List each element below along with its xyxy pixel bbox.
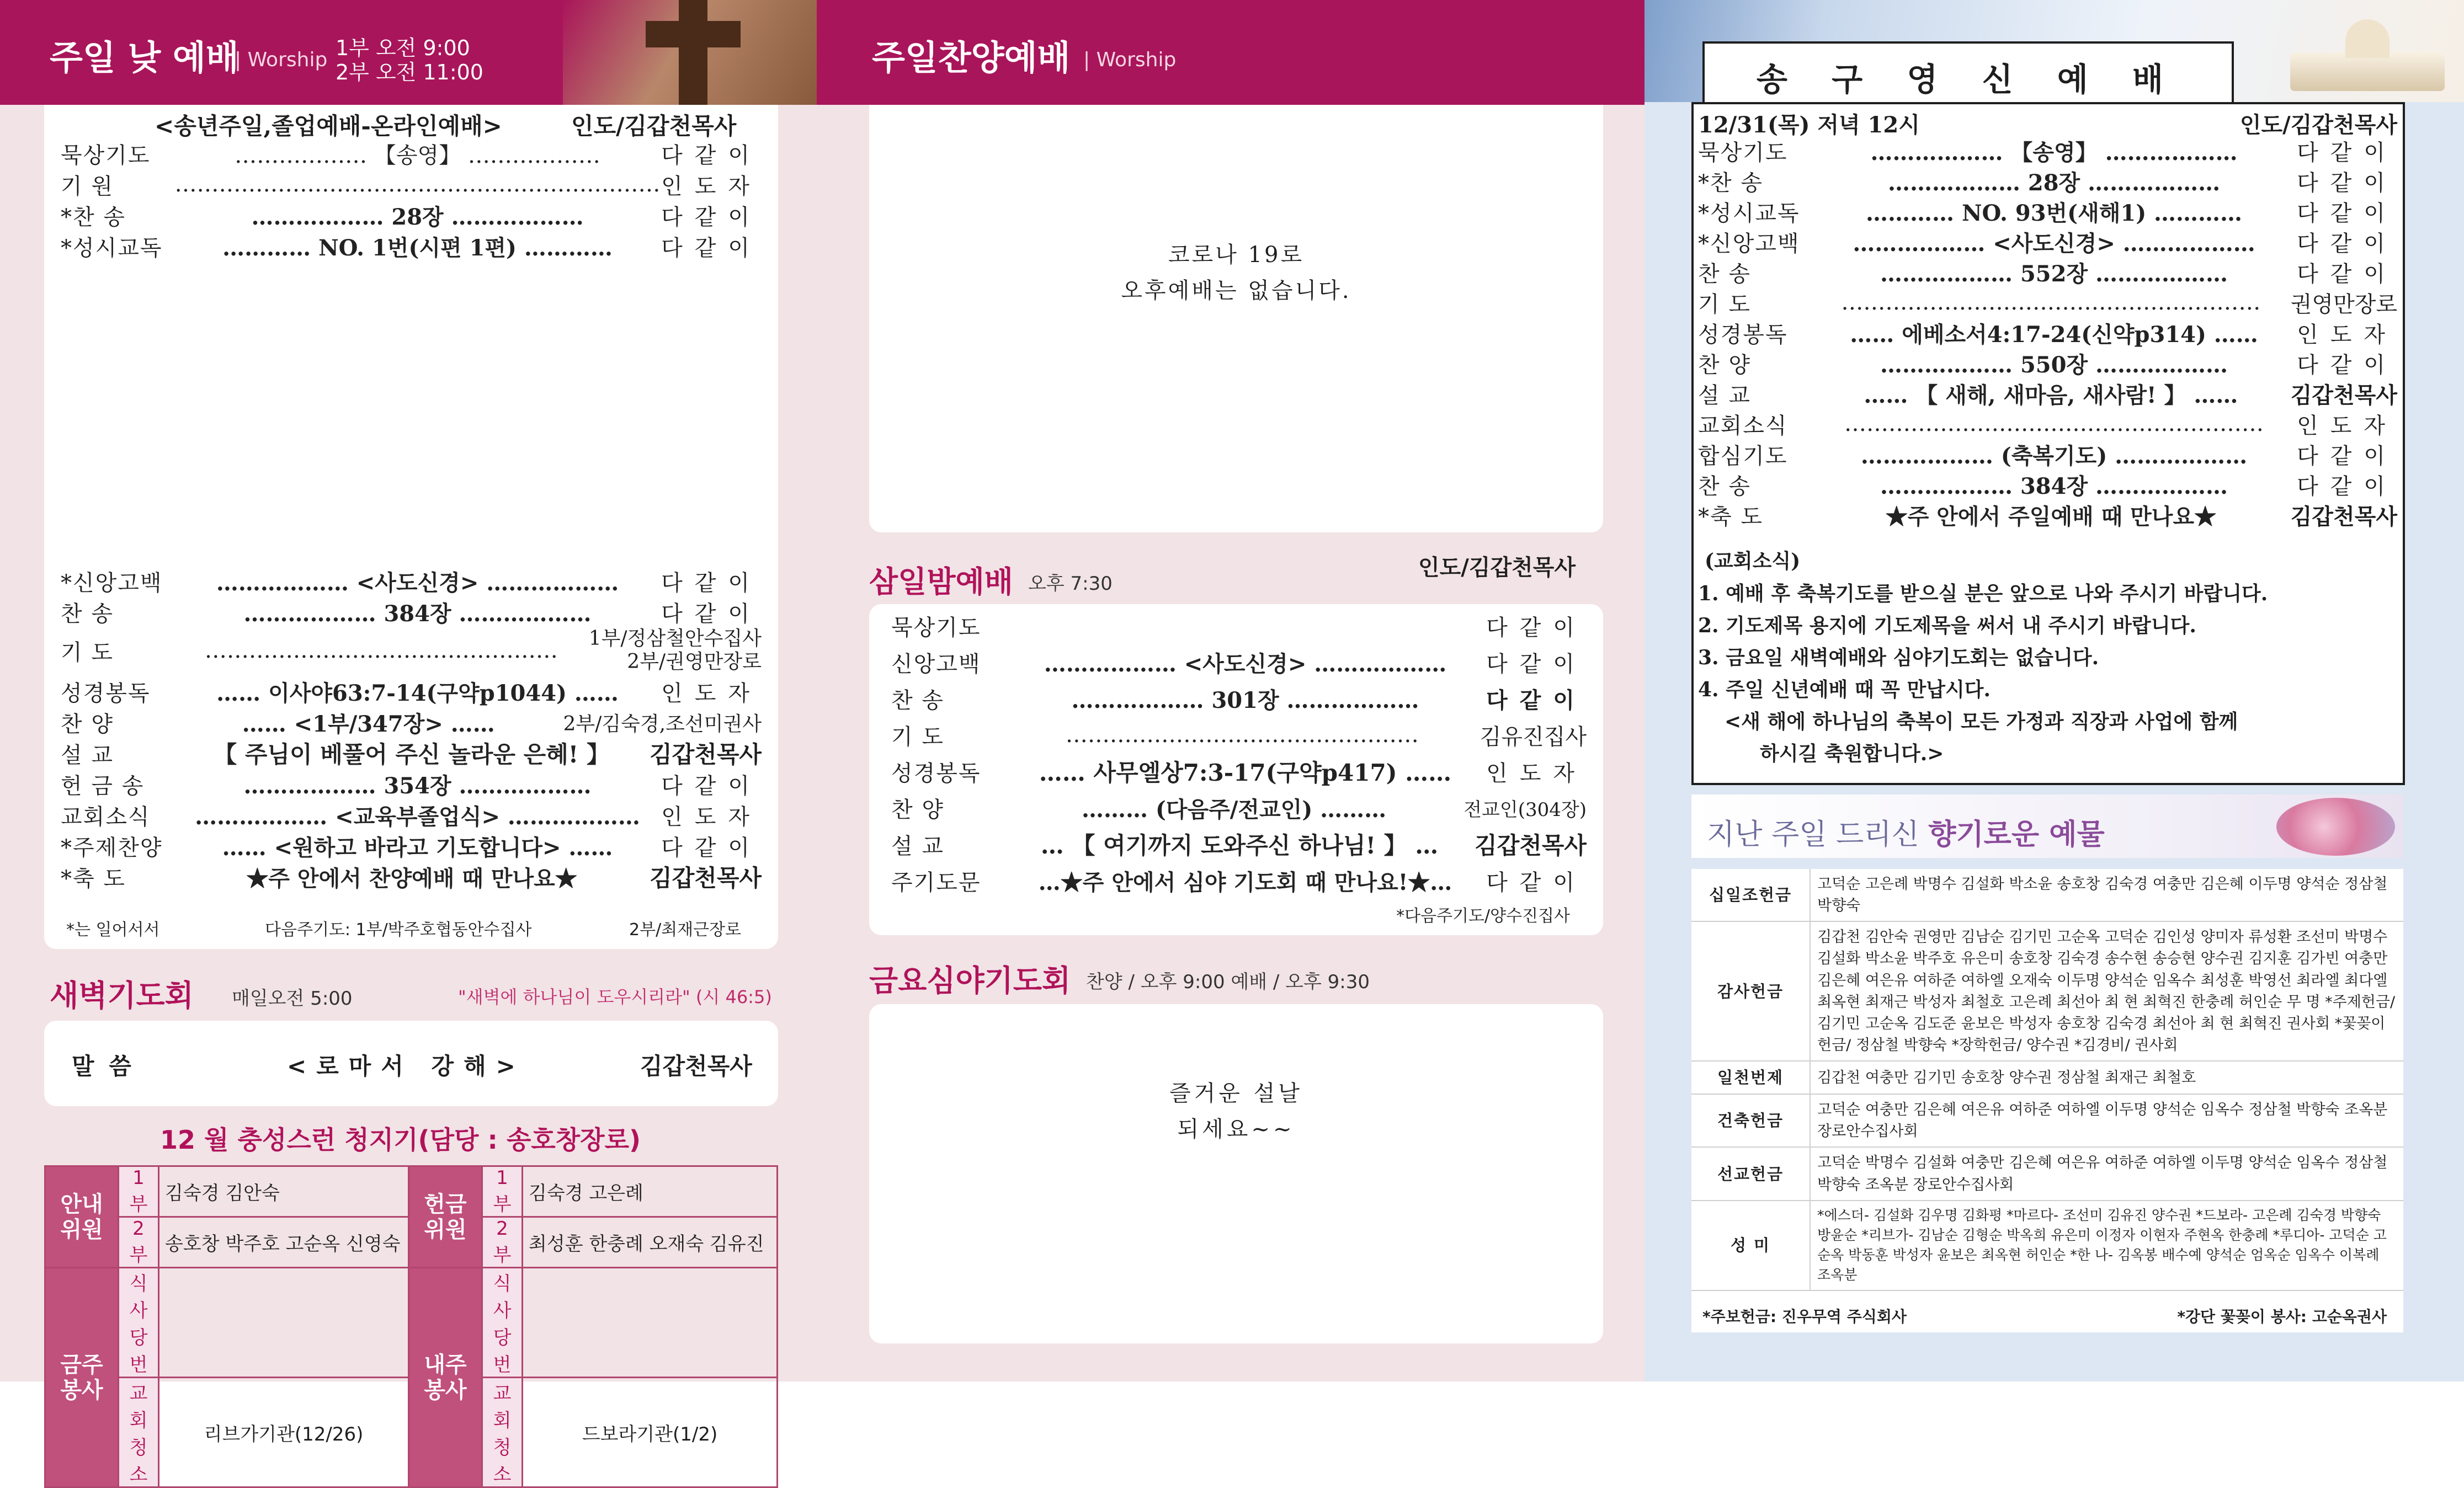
dawn-leader: 김갑천목사	[640, 1053, 752, 1080]
duty-sub: 1부	[482, 1166, 523, 1217]
order-label: 찬 송	[1698, 473, 1751, 499]
flower-image	[2276, 798, 2395, 856]
order-row	[61, 200, 762, 231]
steward-title: 12 월 충성스런 청지기(담당 : 송호창장로)	[160, 1125, 641, 1155]
header-tag: | Worship	[235, 49, 328, 71]
order-row	[891, 753, 1587, 790]
order-label: 찬 송	[891, 687, 944, 713]
order-label: *신앙고백	[1698, 231, 1800, 257]
order-row	[1698, 226, 2397, 257]
order-row	[61, 566, 762, 596]
order-label: 찬 송	[1698, 261, 1751, 287]
offering-title-a: 지난 주일 드리신	[1707, 818, 1929, 851]
order-row	[891, 826, 1587, 862]
header-time-1: 1부 오전 9:00	[336, 36, 470, 60]
order-label: *찬 송	[61, 204, 126, 230]
order-label: 설 교	[1698, 382, 1751, 408]
header-title: 주일 낮 예배	[50, 38, 239, 78]
friday-time: 찬양 / 오후 9:00 예배 / 오후 9:30	[1086, 971, 1370, 993]
order-content: ………… NO. 93번(새해1) …………	[1866, 200, 2243, 226]
duty-row	[45, 1166, 778, 1217]
wednesday-panel	[869, 604, 1603, 935]
new-year-panel	[1691, 102, 2405, 785]
order-who: 김갑천목사	[2290, 382, 2397, 408]
order-content: ……………… <사도신경> ………………	[1044, 650, 1447, 677]
order-label: 기 도	[1698, 291, 1751, 317]
cross-horizontal	[646, 21, 741, 47]
news-list	[1698, 578, 2268, 770]
duty-value	[159, 1268, 409, 1378]
offering-names: 고덕순 여충만 김은혜 여은유 여하준 여하엘 이두명 양석순 임옥수 정삼철 박향숙 조옥분 장로안수집사회	[1810, 1094, 2403, 1147]
offering-title	[1707, 811, 2105, 852]
order-who: 다같이	[2297, 140, 2397, 166]
order-who: 김갑천목사	[2290, 503, 2397, 530]
order-content: …………………………………………………	[1841, 290, 2261, 315]
duty-value: 리브가기관(12/26)	[159, 1378, 409, 1487]
duty-head: 안내 위원	[45, 1166, 119, 1268]
wednesday-order-list	[891, 607, 1587, 916]
offering-row	[1691, 869, 2403, 921]
duty-sub: 2부	[119, 1217, 159, 1268]
order-label: 찬 양	[891, 797, 944, 823]
order-who: 다같이	[661, 204, 762, 230]
order-content: ……………… <사도신경> ………………	[1853, 230, 2255, 257]
order-content: …★주 안에서 심야 기도회 때 만나요!★…	[1038, 869, 1452, 895]
offering-row	[1691, 921, 2403, 1061]
order-label: 묵상기도	[891, 615, 981, 641]
order-content: ……………… 【송영】 ………………	[235, 142, 600, 168]
order-label: 기 도	[891, 724, 944, 750]
sermon-title: 【 주님이 베풀어 주신 놀라운 은혜! 】	[214, 741, 610, 768]
order-row	[61, 861, 762, 892]
header-title: 주일찬양예배	[872, 38, 1071, 78]
prayer-leader-2: 2부/권영만장로	[627, 650, 762, 673]
order-row	[61, 799, 762, 830]
friday-panel	[869, 1004, 1603, 1343]
news-title: (교회소식)	[1705, 550, 1801, 573]
order-who: 다같이	[1486, 651, 1587, 677]
order-content: ……………… 552장 ………………	[1880, 260, 2228, 287]
header-tag: | Worship	[1083, 49, 1177, 71]
order-content: ……………… <교육부졸업식> ………………	[195, 803, 640, 830]
order-content: ……… (다음주/전교인) ………	[1082, 796, 1387, 823]
order-label: 교회소식	[61, 804, 151, 830]
note-standing: *는 일어서서	[66, 920, 160, 940]
notice-line-1: 코로나 19로	[1168, 242, 1305, 268]
order-row	[1698, 348, 2397, 378]
order-who: 다같이	[2297, 231, 2397, 257]
order-label: 묵상기도	[61, 142, 151, 168]
offering-title-b: 향기로운 예물	[1928, 818, 2105, 851]
friday-title: 금요심야기도회	[869, 963, 1071, 998]
order-who: 다같이	[2297, 261, 2397, 287]
column-sunday-worship	[0, 0, 817, 1486]
duty-value: 드보라기관(1/2)	[523, 1378, 778, 1487]
service-date: 12/31(목) 저녁 12시	[1698, 112, 1920, 138]
offering-head: 일천번제	[1691, 1061, 1810, 1094]
order-label: 성경봉독	[61, 680, 151, 706]
order-row	[61, 769, 762, 799]
order-content: …………………………………………	[1065, 722, 1419, 748]
order-label: *축 도	[1698, 504, 1763, 530]
book-heart	[2345, 19, 2390, 58]
dawn-content: <로마서 강해>	[287, 1053, 525, 1080]
order-row	[1698, 287, 2397, 318]
book-pages	[2290, 52, 2445, 91]
order-who: 다같이	[1486, 615, 1587, 641]
order-content: ……………… (축복기도) ………………	[1860, 442, 2248, 469]
flower-volunteer: *강단 꽃꽂이 봉사: 고순옥권사	[2177, 1308, 2387, 1326]
offering-names: 김갑천 김안숙 권영만 김남순 김기민 고순옥 고덕순 김인성 양미자 류성환 조선미 박명수 김설화 박소윤 박주호 유은미 송호창 김숙경 송수현 송승현 양수권 김지훈 김가빈 여충만 김은혜 여은유 여하준 여하엘 오재숙 이두명 양석순 임옥수 최성훈 박영선 최라엘 최다엘 최옥현 최재근 박성자 최철호 고은례 최선아 최 현 최혁진 한충례 허인순 무 명 *주제헌금/ 김기민 고순옥 김도준 윤보은 박성자 송호창 김숙경 최선아 최 현 최혁진 권사회 *꽃꽂이헌금/ 정삼철 박향숙 *장학헌금/ 양수권 *김경비/ 권사회	[1810, 921, 2403, 1061]
offering-row	[1691, 1201, 2403, 1290]
order-content: ……………… 384장 ………………	[243, 600, 592, 627]
offering-row	[1691, 1147, 2403, 1200]
order-row	[1698, 439, 2397, 470]
order-row	[891, 862, 1587, 899]
order-label: 찬 양	[1698, 352, 1751, 378]
order-who: 다같이	[661, 601, 762, 627]
wednesday-note: *다음주기도/양수진집사	[1396, 906, 1570, 926]
order-content: ……………… 354장 ………………	[243, 772, 592, 799]
order-row	[61, 830, 762, 861]
order-content: ……………… 550장 ………………	[1880, 351, 2228, 378]
prayer-leader-1: 1부/정삼철안수집사	[588, 627, 762, 650]
order-content: …… 이사야63:7-14(구약p1044) ……	[216, 680, 619, 706]
order-who: 권영만장로	[2290, 291, 2397, 317]
order-label: 교회소식	[1698, 413, 1788, 439]
order-content: ★주 안에서 주일예배 때 만나요★	[1885, 503, 2217, 530]
order-label: 기 도	[61, 639, 114, 665]
offering-title-bar	[1691, 794, 2403, 858]
order-row	[61, 738, 762, 769]
order-content: ★주 안에서 찬양예배 때 만나요★	[246, 865, 577, 892]
order-who: 다같이	[661, 773, 762, 799]
order-row	[1698, 135, 2397, 166]
service-leader: 인도/김갑천목사	[571, 113, 737, 140]
news-item: 하시길 축원합니다.>	[1760, 742, 1944, 765]
duty-sub: 교회청소	[119, 1378, 159, 1487]
order-who: 다같이	[661, 835, 762, 861]
duty-head: 금주 봉사	[45, 1268, 119, 1487]
duty-sub: 2부	[482, 1217, 523, 1268]
order-content: ………… NO. 1번(시편 1편) …………	[222, 234, 613, 261]
duty-sub: 1부	[119, 1166, 159, 1217]
order-content: …… <원하고 바라고 기도합니다> ……	[222, 834, 613, 861]
order-label: 신앙고백	[891, 651, 981, 677]
order-label: 합심기도	[1698, 443, 1788, 469]
open-book-image	[2285, 8, 2450, 99]
order-label: *찬 송	[1698, 170, 1763, 196]
new-year-order-list	[1698, 135, 2397, 543]
order-row	[61, 231, 762, 262]
order-who: 김갑천목사	[1475, 832, 1587, 859]
dawn-label: 말 씀	[72, 1053, 135, 1080]
order-who: 인도자	[661, 804, 762, 830]
order-who: 다같이	[2297, 170, 2397, 196]
order-row	[61, 707, 762, 738]
order-label: 기 원	[61, 173, 114, 199]
news-item: <새 해에 하나님의 축복이 모든 가정과 직장과 사업에 함께	[1725, 710, 2238, 733]
order-label: 성경봉독	[1698, 322, 1788, 348]
offering-head: 성 미	[1691, 1201, 1810, 1290]
order-row	[891, 717, 1587, 753]
duty-sub: 식사당번	[119, 1268, 159, 1378]
order-of-worship-panel	[44, 105, 778, 949]
order-who: 인도자	[2297, 322, 2397, 348]
order-who: 인도자	[2297, 413, 2397, 439]
order-label: 묵상기도	[1698, 140, 1788, 166]
order-content: …………………………………………………	[1844, 411, 2264, 436]
order-who: 전교인(304장)	[1464, 798, 1587, 821]
order-content: ……………… <사도신경> ………………	[216, 569, 619, 596]
column-evening-worship	[817, 0, 1645, 1382]
cross-vertical	[679, 0, 707, 105]
order-label: 성경봉독	[891, 760, 981, 786]
order-label: *축 도	[61, 866, 126, 892]
order-who: 김갑천목사	[650, 741, 762, 768]
offering-head: 선교헌금	[1691, 1147, 1810, 1200]
order-who: 다같이	[2297, 200, 2397, 226]
order-content: …… 에베소서4:17-24(신약p314) ……	[1850, 321, 2258, 348]
header-time-2: 2부 오전 11:00	[336, 60, 483, 84]
order-row	[1698, 499, 2397, 530]
order-row	[1698, 196, 2397, 227]
order-label: *주제찬양	[61, 835, 163, 861]
order-who: 인도자	[1486, 760, 1587, 786]
duty-value: 김숙경 김안숙	[159, 1166, 409, 1217]
order-label: 설 교	[61, 742, 114, 768]
friday-message-1: 즐거운 설날	[1169, 1081, 1303, 1106]
order-row	[891, 680, 1587, 717]
order-who: 김유진집사	[1480, 724, 1587, 750]
wednesday-time: 오후 7:30	[1028, 573, 1113, 595]
order-who: 인도자	[661, 173, 762, 199]
prayer-leaders	[589, 627, 762, 674]
order-row	[891, 607, 1587, 644]
offering-head: 건축헌금	[1691, 1094, 1810, 1147]
news-item: 2. 기도제목 용지에 기도제목을 써서 내 주시기 바랍니다.	[1698, 614, 2196, 637]
news-item: 4. 주일 신년예배 때 꼭 만납시다.	[1698, 678, 1991, 701]
wednesday-leader: 인도/김갑천목사	[1418, 554, 1576, 580]
order-who: 다같이	[1486, 870, 1587, 895]
order-content: …………………………………………………………	[174, 172, 661, 197]
order-row	[891, 644, 1587, 680]
order-row	[61, 169, 762, 200]
offering-names: 고덕순 박명수 김설화 여충만 김은혜 여은유 여하준 여하엘 이두명 양석순 임옥수 정삼철 박향숙 조옥분 장로안수집사회	[1810, 1147, 2403, 1200]
order-who: 다같이	[661, 235, 762, 261]
wednesday-title: 삼일밤예배	[869, 564, 1013, 599]
sermon-title: …… 【 새해, 새마음, 새사람! 】 ……	[1864, 382, 2238, 408]
order-label: 주기도문	[891, 870, 981, 895]
order-label: 헌 금 송	[61, 773, 145, 799]
order-who: 다같이	[661, 142, 762, 168]
order-label: *신앙고백	[61, 570, 163, 596]
duty-value: 최성훈 한충례 오재숙 김유진	[523, 1217, 778, 1268]
order-who: 김갑천목사	[650, 865, 762, 892]
order-who: 다같이	[2297, 443, 2397, 469]
duty-table	[44, 1165, 778, 1488]
notice-line-2: 오후예배는 없습니다.	[1121, 278, 1351, 303]
offering-row	[1691, 1094, 2403, 1147]
order-content: ……………… 301장 ………………	[1071, 687, 1419, 713]
order-row	[1698, 408, 2397, 439]
offering-head: 감사헌금	[1691, 921, 1810, 1061]
order-content: …………………………………………	[204, 638, 558, 663]
header-bar	[0, 0, 817, 105]
order-content: …… 사무엘상7:3-17(구약p417) ……	[1039, 759, 1452, 786]
order-label: 찬 송	[61, 601, 114, 627]
afternoon-notice-panel	[869, 105, 1603, 532]
order-row	[1698, 469, 2397, 500]
order-who: 다같이	[661, 570, 762, 596]
order-row	[1698, 378, 2397, 409]
cross-photo	[563, 0, 817, 105]
offering-head: 십일조헌금	[1691, 869, 1810, 921]
order-row	[891, 790, 1587, 826]
note-next-prayer: 다음주기도: 1부/박주호협동안수집사	[265, 920, 532, 940]
order-who: 다같이	[1486, 687, 1587, 713]
offering-panel	[1691, 869, 2403, 1332]
order-content: ……………… 28장 ………………	[1887, 169, 2221, 196]
order-label: *성시교독	[1698, 200, 1800, 226]
note-next-prayer-2: 2부/최재근장로	[629, 920, 742, 940]
header-title: 송 구 영 신 예 배	[1756, 61, 2180, 98]
service-title: <송년주일,졸업예배-온라인예배>	[155, 113, 502, 140]
order-list-top	[61, 138, 762, 270]
order-label: *성시교독	[61, 235, 163, 261]
dawn-title: 새벽기도회	[50, 978, 194, 1013]
dawn-time: 매일오전 5:00	[232, 988, 353, 1010]
dawn-panel	[44, 1021, 778, 1106]
order-row	[61, 676, 762, 707]
title-box	[1702, 41, 2234, 104]
order-who: 인도자	[661, 680, 762, 706]
duty-head: 헌금 위원	[409, 1166, 482, 1268]
order-who: 다같이	[2297, 352, 2397, 378]
order-content: …… <1부/347장> ……	[242, 711, 495, 737]
offering-table	[1691, 869, 2403, 1291]
offering-names: 김갑천 여충만 김기민 송호창 양수권 정삼철 최재근 최철호	[1810, 1061, 2403, 1094]
order-label: 설 교	[891, 833, 944, 859]
order-row-prayer	[61, 627, 762, 674]
service-leader: 인도/김갑천목사	[2239, 112, 2397, 138]
order-who: 2부/김숙경,조선미권사	[563, 712, 762, 735]
news-item: 1. 예배 후 축복기도를 받으실 분은 앞으로 나와 주시기 바랍니다.	[1698, 582, 2268, 605]
order-list-bottom	[61, 566, 762, 919]
order-row	[1698, 317, 2397, 348]
header-bar	[817, 0, 1645, 105]
friday-message-2: 되세요~~	[1177, 1117, 1295, 1142]
duty-sub: 식사당번	[482, 1268, 523, 1378]
order-row	[1698, 257, 2397, 287]
order-row	[61, 138, 762, 169]
dawn-verse: "새벽에 하나님이 도우시리라" (시 46:5)	[458, 986, 772, 1007]
offering-names: *에스더- 김설화 김우명 김화평 *마르다- 조선미 김유진 양수권 *드보라- 고은례 김숙경 박향숙 방윤순 *리브가- 김남순 김형순 박옥희 유은미 이정자 이현자 주현옥 한충례 *루디아- 고덕순 고순옥 박동훈 박성자 윤보은 최옥현 허인순 *한 나- 김옥봉 배수예 양석순 엄옥순 임옥수 이복례 조옥분	[1810, 1201, 2403, 1290]
bulletin-sponsor: *주보헌금: 진우무역 주식회사	[1702, 1308, 1907, 1326]
order-label: 찬 양	[61, 711, 114, 737]
sermon-title: … 【 여기까지 도와주신 하나님! 】 …	[1040, 832, 1439, 859]
duty-value: 김숙경 고은례	[523, 1166, 778, 1217]
duty-value	[523, 1268, 778, 1378]
duty-value: 송호창 박주호 고순옥 신영숙	[159, 1217, 409, 1268]
duty-sub: 교회청소	[482, 1378, 523, 1487]
order-content: ……………… 384장 ………………	[1880, 473, 2228, 499]
order-row	[61, 596, 762, 627]
news-item: 3. 금요일 새벽예배와 심야기도회는 없습니다.	[1698, 646, 2099, 669]
order-who: 다같이	[2297, 473, 2397, 499]
duty-row	[45, 1268, 778, 1378]
order-row	[1698, 166, 2397, 196]
offering-row	[1691, 1061, 2403, 1094]
order-content: ……………… 【송영】 ………………	[1870, 139, 2238, 166]
offering-names: 고덕순 고은례 박명수 김설화 박소윤 송호창 김숙경 여충만 김은혜 이두명 양석순 정삼철 박향숙	[1810, 869, 2403, 921]
duty-head: 내주 봉사	[409, 1268, 482, 1487]
column-new-year-worship	[1645, 0, 2464, 1382]
order-content: ……………… 28장 ………………	[251, 204, 584, 230]
